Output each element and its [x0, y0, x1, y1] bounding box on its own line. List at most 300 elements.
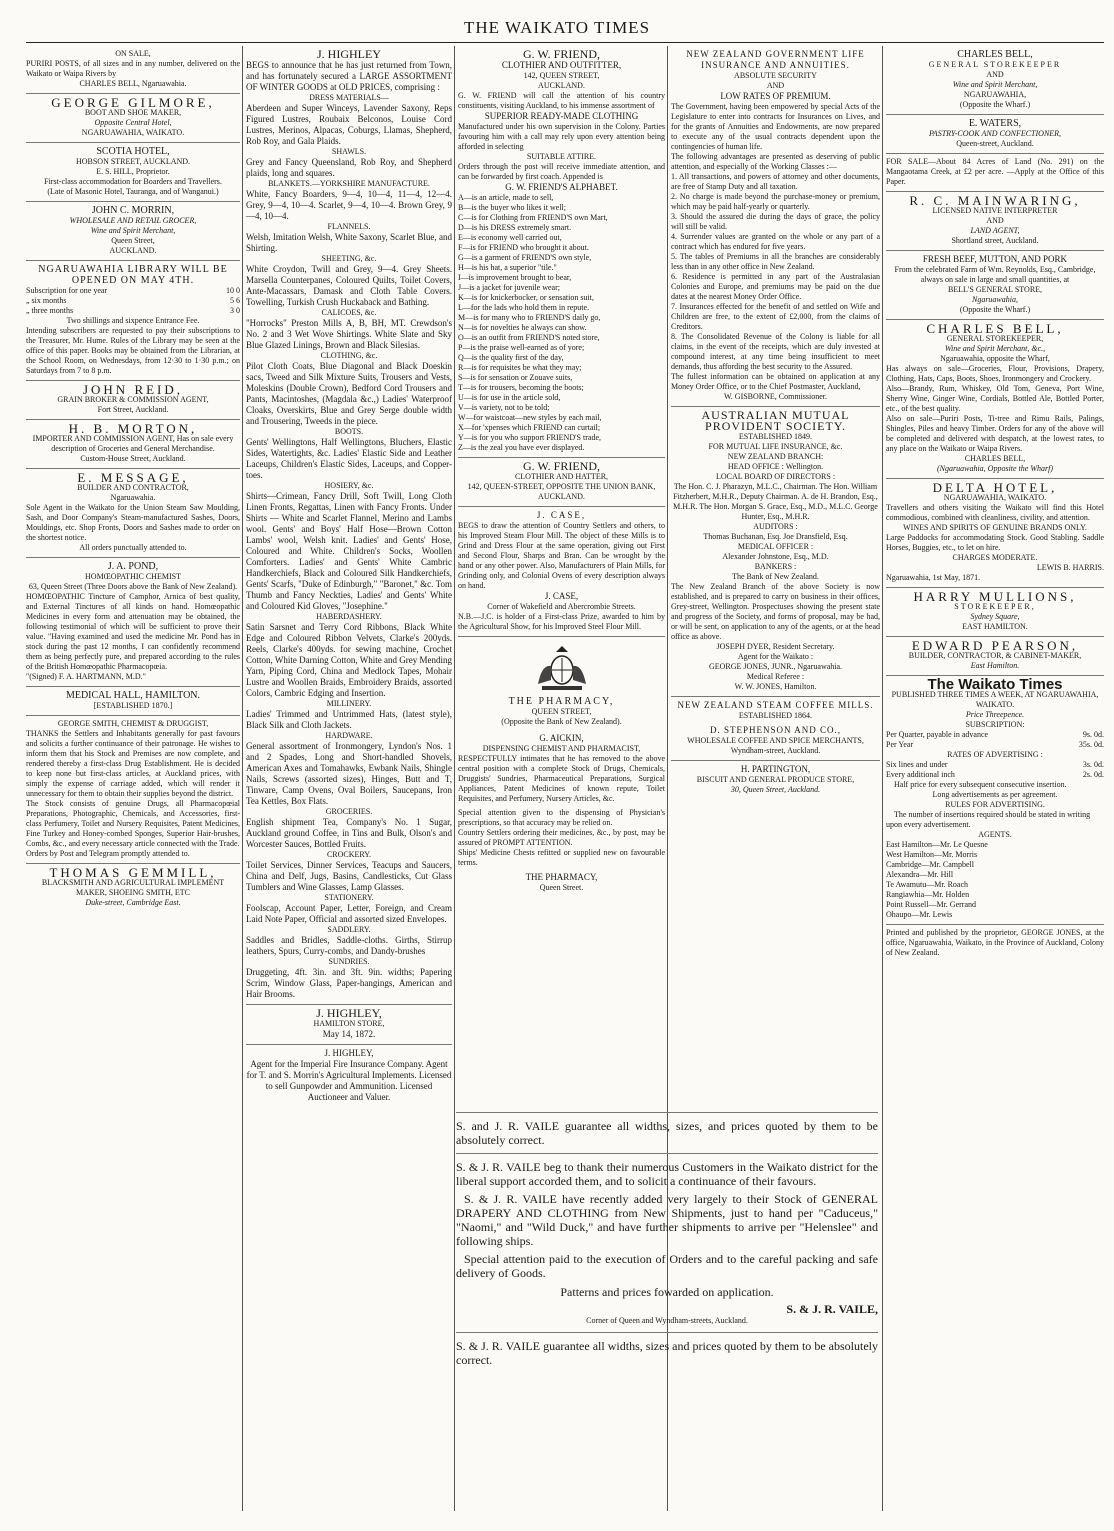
ad-title: JOHN C. MORRIN, — [91, 205, 175, 216]
ad-title: GEORGE SMITH, CHEMIST & DRUGGIST, — [57, 719, 209, 728]
ad-morrin — [26, 202, 240, 261]
ad-text: Manufactured under his own supervision in the Colony. Parties favouring him with a call may rely upon every attention being afforded in selecting — [458, 122, 665, 151]
ad-puriri — [26, 46, 240, 94]
agent-item: Te Awamutu—Mr. Roach — [886, 880, 969, 889]
ad-text: Alexander Johnstone, Esq., M.D. — [722, 552, 829, 561]
ad-text: SUPERIOR READY-MADE CLOTHING — [484, 111, 639, 121]
ad-text: S. & J. R. VAILE beg to thank their numerous Customers in the Waikato district for the liberal support accorded them, and to solicit a continuance of their favours. — [456, 1160, 878, 1188]
ad-text: IMPORTER AND COMMISSION AGENT, Has on sale every description of Groceries and General Merchandise. — [32, 434, 234, 453]
alphabet-line: S—is for sensation or Zouave suits, — [458, 373, 573, 382]
row-value: 5 6 — [230, 296, 240, 305]
ad-text: S. & J. R. VAILE guarantee all widths, sizes and prices quoted by them to be absolutely correct. — [456, 1339, 878, 1367]
ad-heading: LOCAL BOARD OF DIRECTORS : — [715, 472, 836, 481]
agent-item: Point Russell—Mr. Gerrand — [886, 900, 976, 909]
section-heading: DRESS MATERIALS— — [309, 93, 389, 102]
ad-town: NGARUAWAHIA, WAIKATO. — [81, 128, 185, 137]
ad-text: The following advantages are presented as deserving of public attention, and especially of the Working Classes :— — [671, 152, 880, 171]
ad-text: [ESTABLISHED 1870.] — [93, 701, 173, 710]
ad-address: HOBSON STREET, AUCKLAND. — [75, 157, 191, 166]
ad-library — [26, 261, 240, 381]
ad-text: ESTABLISHED 1864. — [738, 711, 813, 720]
section-heading: SHEETING, &c. — [321, 254, 377, 263]
list-item: 8. The Consolidated Revenue of the Colony is liable for all claims, in the event of the receipts, which are duly invested at compound interest, at any time being insufficient to meet demands, thus affording the best security to the Assured. — [671, 332, 880, 371]
list-item: 7. Insurances effected for the benefit of and settled on Wife and Children are free, to the extent of £2,000, from the claims of Creditors. — [671, 302, 880, 331]
section-text: Aberdeen and Super Winceys, Lavender Saxony, Reps Figured Lustres, Roubaix Belconos, Louise Cord Lustres, Merinos, Alpacas, Coburgs, Llamas, Shepherd, Rob Roy, and Gala Plaids. — [246, 103, 452, 146]
ad-address: 142, QUEEN STREET, — [523, 71, 600, 80]
section-heading: STATIONERY. — [324, 893, 374, 902]
ad-title: J. CASE, — [536, 510, 587, 520]
ad-text: All orders punctually attended to. — [79, 543, 187, 552]
ad-town: Ngaruawahia, opposite the Wharf, — [940, 354, 1050, 363]
list-item: 4. Surrender values are granted on the whole or any part of a contract which has endured for five years. — [671, 232, 880, 251]
ad-text: G. W. FRIEND will call the attention of his country constituents, visiting Auckland, to his immense assortment of — [458, 91, 665, 110]
row-label: Subscription for one year — [26, 286, 108, 295]
ad-mullions — [886, 588, 1104, 637]
ad-gemmill — [26, 864, 240, 912]
ad-address: Queen Street. — [539, 883, 584, 892]
masthead: THE WAIKATO TIMES — [463, 18, 651, 37]
ad-text: Patterns and prices fowarded on application. — [560, 1285, 774, 1299]
ad-title: FRESH BEEF, MUTTON, AND PORK — [922, 254, 1068, 264]
ad-title: CHARLES BELL, — [957, 49, 1033, 60]
ad-title: D. STEPHENSON AND CO., — [709, 725, 841, 735]
ad-signature: THE PHARMACY, — [525, 872, 598, 882]
ad-title: HARRY MULLIONS, — [913, 589, 1077, 604]
section-heading: GROCERIES. — [325, 807, 373, 816]
column-2 — [246, 46, 452, 1107]
subscription-row — [886, 730, 1104, 740]
ad-signature: J. CASE, — [544, 591, 579, 601]
section-text: Ladies' Trimmed and Untrimmed Hats, (latest style), Black Silk and Cloth Jackets. — [246, 709, 452, 730]
section-heading: BOOTS. — [334, 427, 364, 436]
section-heading: MILLINERY. — [326, 699, 372, 708]
ad-text: The Bank of New Zealand. — [732, 572, 819, 581]
ad-heading: RULES FOR ADVERTISING. — [945, 800, 1045, 809]
ad-text: Orders by Post and Telegram promptly attended to. — [26, 849, 190, 858]
ad-title: J. HIGHLEY, — [324, 1048, 374, 1058]
ad-title: E. MESSAGE, — [77, 470, 189, 485]
ad-title: NEW ZEALAND STEAM COFFEE MILLS. — [677, 700, 874, 710]
ad-text: Orders through the post will receive immediate attention, and can be forwarded by first coach. Appended is — [458, 162, 665, 181]
ad-title: JOHN REID, — [82, 382, 184, 397]
ad-title: THOMAS GEMMILL, — [49, 865, 217, 880]
section-heading: SHAWLS. — [331, 147, 367, 156]
agent-item: Cambridge—Mr. Campbell — [886, 860, 974, 869]
ad-vaile — [456, 1112, 878, 1373]
row-label: Every additional inch — [886, 770, 955, 779]
column-rule — [242, 46, 243, 1511]
ad-address: Corner of Queen and Wyndham-streets, Auckland. — [586, 1316, 748, 1325]
row-label: Per Year — [886, 740, 914, 749]
subscription-row — [886, 740, 1104, 750]
ad-text: Thomas Buchanan, Esq. Joe Dransfield, Esq. — [703, 532, 848, 541]
ad-title: GEORGE GILMORE, — [51, 95, 215, 110]
ad-heading: AUDITORS : — [753, 522, 798, 531]
ad-pearson — [886, 637, 1104, 676]
ad-trade: BUILDER, CONTRACTOR, & CABINET-MAKER, — [908, 651, 1082, 660]
ad-town: AUCKLAND. — [538, 81, 585, 90]
column-rule — [882, 46, 883, 1511]
ad-trade: GENERAL STOREKEEPER, — [946, 334, 1044, 343]
ad-text: FOR MUTUAL LIFE INSURANCE, &c. — [708, 442, 843, 451]
royal-arms-icon — [532, 644, 592, 692]
ad-town: Ngaruawahia, — [971, 295, 1018, 304]
ad-address: Queen Street, — [111, 236, 155, 245]
ad-text: Intending subscribers are requested to pay their subscriptions to the Treasurer, Mr. Hume. Rules of the Library may be seen at the office of this paper. Books may be obtained from the Librarian, at the School Room, on Wednesdays, from 12·30 to 1·30 p.m.; on Saturdays from 7 to 8 p.m. — [26, 326, 240, 375]
ad-title: H. PARTINGTON, — [740, 764, 811, 774]
ad-beef — [886, 251, 1104, 320]
library-rate-row — [26, 306, 240, 316]
row-value: 35s. 0d. — [1078, 740, 1104, 749]
ad-text: Half price for every subsequent consecutive insertion. — [894, 780, 1067, 789]
ad-text: The number of insertions required should be stated in writing upon every advertisement. — [886, 810, 1091, 829]
ad-text: (Late of Masonic Hotel, Tauranga, and of Wanganui.) — [47, 187, 219, 196]
library-rate-row — [26, 296, 240, 306]
section-heading: SADDLERY. — [327, 925, 371, 934]
ad-signature: "(Signed) F. A. HARTMANN, M.D." — [26, 672, 146, 681]
ad-title: G. W. FRIEND, — [522, 47, 600, 61]
section-heading: BLANKETS.—YORKSHIRE MANUFACTURE. — [268, 179, 430, 188]
ad-trade: BOOT AND SHOE MAKER, — [84, 108, 182, 117]
ad-heading: RATES OF ADVERTISING : — [947, 750, 1043, 759]
row-label: Per Quarter, payable in advance — [886, 730, 989, 739]
alphabet-line: M—is for many who to FRIEND'S daily go, — [458, 313, 601, 322]
alphabet-line: D—is his DRESS extremely smart. — [458, 223, 572, 232]
alphabet-line: B—is the buyer who likes it well; — [458, 203, 566, 212]
ad-title: NGARUAWAHIA LIBRARY WILL BE OPENED ON MAY 4TH. — [38, 264, 228, 286]
section-heading: SUNDRIES. — [328, 957, 370, 966]
alphabet-line: U—is for use in the article sold, — [458, 393, 561, 402]
ad-heading: BANKERS : — [754, 562, 797, 571]
section-heading: FLANNELS. — [327, 222, 371, 231]
ad-signature: J. HIGHLEY, — [316, 1006, 382, 1020]
ad-highley — [246, 46, 452, 1005]
section-text: Gents' Wellingtons, Half Wellingtons, Bluchers, Elastic Sides, Watertights, &c. Ladies' Elastic Side and Leather Laceups, Children's Elastic Sides, Laceups, and Copper-toes. — [246, 437, 452, 480]
section-text: Shirts—Crimean, Fancy Drill, Soft Twill, Long Cloth Linen Fronts, Regattas, Linen with Fancy Fronts. Under Shirts — White and Scarlet Flannel, Merino and Lambs wool. Gents' and Boys' Half Hose—Brown Cotton Lambs' wool, Welsh knit. Ladies' and Gents' Hose, Coloured and White. Children's Socks, Woollen Comforters. Ladies' and Gents' White Cambric Handkerchiefs, Black and Coloured Silk Handkerchiefs, Gents' Scarfs, "Duke of Edinburgh," "Baronet," &c. Tom Thumb and Fancy Neckties, Ladies' and Gents' White and Coloured Kid Gloves, "Josephine." — [246, 491, 452, 611]
ad-medical-hall — [26, 687, 240, 716]
alphabet-line: Z—is the zeal you have ever displayed. — [458, 443, 585, 452]
ad-text: Long advertisements as per agreement. — [932, 790, 1058, 799]
alphabet-line: J—is a jacket for juvenile wear; — [458, 283, 560, 292]
ad-text: HEAD OFFICE : Wellington. — [727, 462, 824, 471]
ad-heading: ABSOLUTE SECURITY — [734, 71, 817, 80]
ad-signature: CHARLES BELL, — [964, 454, 1026, 463]
section-heading: CALICOES, &c. — [321, 308, 377, 317]
ad-title: MEDICAL HALL, HAMILTON. — [65, 690, 201, 701]
section-heading: CLOTHING, &c. — [320, 351, 378, 360]
ad-heading: AND — [766, 81, 785, 90]
ad-title: E. WATERS, — [968, 118, 1022, 129]
ad-heading: MEDICAL OFFICER : — [737, 542, 814, 551]
alphabet-line: H—is his hat, a superior "tile." — [458, 263, 557, 272]
alphabet-line: P—is the praise well-earned as of yore; — [458, 343, 585, 352]
ad-coffee-mills — [671, 697, 880, 761]
list-item: 5. The tables of Premiums in all the branches are considerably less than in any other office in New Zealand. — [671, 252, 880, 271]
ad-friend — [458, 46, 665, 458]
ad-trade: STOREKEEPER, — [954, 602, 1036, 611]
alphabet-line: K—is for knickerbocker, or sensation suit, — [458, 293, 594, 302]
alphabet-line: W—for waistcoat—new styles by each mail, — [458, 413, 602, 422]
ad-signature: S. & J. R. VAILE, — [786, 1302, 878, 1316]
ad-text: Travellers and others visiting the Waikato will find this Hotel commodious, combined with cleanliness, civility, and attention. — [886, 503, 1104, 522]
alphabet-line: E—is economy well carried out, — [458, 233, 562, 242]
alphabet-line: T—is for trousers, becoming the boots; — [458, 383, 584, 392]
ad-address: Custom-House Street, Auckland. — [80, 454, 186, 463]
ad-trade: Wine and Spirit Merchant, &c., — [944, 344, 1046, 353]
alphabet-line: N—is for novelties he always can show. — [458, 323, 587, 332]
ad-date: Ngaruawahia, 1st May, 1871. — [886, 573, 981, 582]
ad-signature: LEWIS B. HARRIS. — [1036, 563, 1104, 572]
ad-title: J. A. POND, — [107, 561, 159, 572]
ad-address: Opposite Central Hotel, — [94, 118, 172, 127]
ad-smith — [26, 716, 240, 864]
agent-item: Rangiawhia—Mr. Holden — [886, 890, 970, 899]
alphabet-line: F—is for FRIEND who brought it about. — [458, 243, 589, 252]
ad-morton — [26, 420, 240, 469]
ad-text: The Stock consists of genuine Drugs, all Pharmacopœial Preparations, Photographic, Chemicals, and Accessories, first-class Perfumery, Toilet and Nursery Requisites, Patent Medicines, Fine Turkey and Honey-combed Sponges, Superior Hair-brushes, Combs, &c., and every necessary article connected with the Trade. — [26, 799, 240, 848]
ad-town: AUCKLAND. — [538, 492, 585, 501]
ad-heading: NEW ZEALAND BRANCH: — [727, 452, 824, 461]
ad-case — [458, 507, 665, 637]
ad-trade: LAND AGENT, — [970, 226, 1020, 235]
ad-address: (Opposite the Wharf.) — [959, 305, 1031, 314]
alphabet-line: L—for the lads who hold them in repute. — [458, 303, 590, 312]
ad-trade: BUILDER AND CONTRACTOR, — [77, 483, 189, 492]
ad-address: 30, Queen Street, Auckland. — [730, 785, 821, 794]
ad-address: Sydney Square, — [970, 612, 1020, 621]
ad-address: 142, QUEEN-STREET, OPPOSITE THE UNION BANK, — [467, 482, 656, 491]
section-text: Toilet Services, Dinner Services, Teacups and Saucers, China and Delf, Jugs, Basins, Candlesticks, Cut Glass Tumblers and Wine Glasses, Lamp Glasses. — [246, 860, 452, 892]
ad-scotia — [26, 143, 240, 202]
ad-address: QUEEN STREET, — [531, 707, 592, 716]
rate-row — [886, 770, 1104, 780]
ad-town: NGARUAWAHIA, WAIKATO. — [943, 493, 1047, 502]
ad-town: NGARUAWAHIA, — [963, 90, 1027, 99]
ad-trade: WHOLESALE AND RETAIL GROCER, — [69, 216, 197, 225]
ad-address: 63, Queen Street (Three Doors above the Bank of New Zealand). — [28, 582, 238, 591]
ad-text: Two shillings and sixpence Entrance Fee. — [66, 316, 200, 325]
agent-item: Alexandra—Mr. Hill — [886, 870, 954, 879]
agent-item: Ohaupo—Mr. Lewis — [886, 910, 953, 919]
ad-title: CHARLES BELL, — [926, 321, 1064, 336]
ad-text: First-class accommodation for Boarders and Travellers. — [44, 177, 222, 186]
ad-text: The Government, having been empowered by special Acts of the Legislature to enter into contracts for Insurances on Lives, and for the grants of Annuities and Endowments, are now prepared to execute any of the usual contracts dependent upon the contingencies of human life. — [671, 102, 880, 151]
ad-date: May 14, 1872. — [322, 1029, 376, 1039]
ad-text: Large Paddocks for accommodating Stock. Good Stabling. Saddle Horses, Buggies, etc., to let on hire. — [886, 533, 1104, 552]
ad-title: J. HIGHLEY — [317, 47, 381, 61]
ad-trade: GRAIN BROKER & COMMISSION AGENT, — [57, 395, 209, 404]
ad-trade: Wine and Spirit Merchant, — [90, 226, 176, 235]
ad-town: AUCKLAND. — [109, 246, 157, 255]
ad-heading: ON SALE, — [115, 49, 151, 58]
column-3 — [458, 46, 665, 897]
section-text: Saddles and Bridles, Saddle-cloths. Girths, Stirrup leathers, Spurs, Curry-combs, and Dandy-brushes — [246, 935, 452, 956]
ad-trade: BISCUIT AND GENERAL PRODUCE STORE, — [696, 775, 855, 784]
ad-town: Ngaruawahia. — [110, 493, 156, 502]
alphabet-line: X—for 'xpenses which FRIEND can curtail; — [458, 423, 601, 432]
alphabet-line: V—is variety, not to be told; — [458, 403, 550, 412]
ad-for-sale — [886, 154, 1104, 192]
ad-text: Sole Agent in the Waikato for the Union Steam Saw Moulding, Sash, and Door Company's Steam-manufactured Sashes, Doors, Mouldings, etc. Shop Fronts, Doors and Sashes made to order on the shortest notice. — [26, 503, 240, 542]
ad-title: NEW ZEALAND GOVERNMENT LIFE INSURANCE AND ANNUITIES. — [686, 49, 865, 70]
agents-list — [886, 840, 1104, 920]
ad-nz-insurance — [671, 46, 880, 407]
list-item: 2. No charge is made beyond the purchase-money or premium, which may be paid half-yearly or quarterly. — [671, 192, 880, 211]
ad-text: GEORGE JONES, JUNR., Ngaruawahia. — [708, 662, 843, 671]
ad-trade: GENERAL STOREKEEPER — [928, 60, 1062, 69]
ad-title: G. AICKIN, — [539, 733, 584, 743]
ad-title: G. W. FRIEND, — [522, 459, 600, 473]
ad-title: EDWARD PEARSON, — [911, 638, 1079, 653]
ad-text: The fullest information can be obtained on application at any Money Order Office, or to the Chief Postmaster, Auckland, — [671, 372, 880, 391]
insurance-list — [671, 172, 880, 372]
ad-signature: JOSEPH DYER, Resident Secretary. — [716, 642, 835, 651]
column-5 — [886, 46, 1104, 962]
ad-trade: CLOTHIER AND OUTFITTER, — [501, 60, 622, 70]
ad-text: BEGS to announce that he has just returned from Town, and has fortunately secured a LARGE ASSORTMENT OF WINTER GOODS at OLD PRICES, comprising : — [246, 60, 452, 92]
column-4 — [671, 46, 880, 799]
imprint — [886, 925, 1104, 962]
ad-title: AUSTRALIAN MUTUAL PROVIDENT SOCIETY. — [701, 408, 850, 433]
ad-text: RESPECTFULLY intimates that he has removed to the above central position with a complete Stock of Drugs, Chemicals, Druggists' Sundries, Pharmaceutical Preparations, Surgical Appliances, Patent Medicines of known repute, Toilet Requisites, and Perfumery, Nursery Articles, &c. — [458, 754, 665, 803]
ad-text: W. W. JONES, Hamilton. — [734, 682, 817, 691]
alphabet-line: G—is a garment of FRIEND'S own style, — [458, 253, 592, 262]
row-value: 3 0 — [230, 306, 240, 315]
ad-pond — [26, 558, 240, 687]
row-value: 2s. 0d. — [1082, 770, 1104, 779]
ad-text: SUITABLE ATTIRE. — [526, 152, 597, 161]
ad-waters — [886, 115, 1104, 154]
row-value: 10 0 — [226, 286, 240, 295]
ad-text: Agent for the Imperial Fire Insurance Company. Agent for T. and S. Morrin's Agricultural Implements. Licensed to sell Gunpowder and Ammunition. Licensed Auctioneer and Valuer. — [246, 1059, 452, 1102]
ad-amp — [671, 407, 880, 697]
ad-text: FOR SALE—About 84 Acres of Land (No. 291) on the Mangaotama Creek, at £2 per acre. —Apply at the Office of this Paper. — [886, 157, 1104, 186]
ad-heading: AGENTS. — [978, 830, 1012, 839]
ad-text: N.B.—J.C. is holder of a First-class Prize, awarded to him by the Agricultural Show, for his Improved Steel Flour Mill. — [458, 612, 665, 631]
row-label: Six lines and under — [886, 760, 948, 769]
ad-text: BEGS to draw the attention of Country Settlers and others, to his Improved Steam Flour Mill. The object of these Mills is to Grind and Dress Flour at the same operation, giving out First and Second Flour, Sharps and Bran. Can be wrought by the hand or any other power. Also, Manufacturers of Plain Mills, for Grinding only, and Colonial Ovens of every description always on hand. — [458, 521, 665, 590]
ad-address: Shortland street, Auckland. — [951, 236, 1039, 245]
ad-text: THANKS the Settlers and Inhabitants generally for past favours and solicits a further continuance of their patronage. He wishes to inform them that his Stock and Premises are now complete, and rendered thereby a first-class Drug Establishment. He is decided to keep none but first-class articles, at Auckland prices, with simply the expense of carriage added, which will render it unnecessary for them to obtain their supplies beyond the district. — [26, 729, 240, 798]
section-text: White, Fancy Boarders, 9—4, 10—4, 11—4, 12—4. Grey, 9—4, 10—4. Scarlet, 9—4, 10—4. Brown Grey, 9—4, 10—4. — [246, 189, 452, 221]
list-item: 6. Residence is permitted in any part of the Australasian Colonies and Europe, and premiums may be paid on the due dates at the nearest Money Order Office. — [671, 272, 880, 301]
section-text: Satin Sarsnet and Terry Cord Ribbons, Black White Edge and Coloured Ribbon Velvets, Clarke's 200yds. Reels, Clarke's 400yds. for sewing machine, Crochet Cotton, White Darning Cotton, White and Grey Mending Yarn, Piping Cord, China and Medlock Tapes, Mohair Lustre and Woollen Braids, Embroidery Braids, assorted Colors, Cambric Edging and Insertion. — [246, 622, 452, 698]
ad-trade: HOMŒOPATHIC CHEMIST — [85, 572, 181, 581]
ad-bell-2 — [886, 320, 1104, 479]
ad-text: The New Zealand Branch of the above Society is now established, and is prepared to carry on business in their offices, Grey-street, Wellington. Prospectuses showing the present state and progress of the Society, and forms of proposal, may be had, or will be sent, on application to any of the agents, or at the head office as above. — [671, 582, 880, 641]
library-rates — [26, 286, 240, 316]
ad-text: WINES AND SPIRITS OF GENUINE BRANDS ONLY. — [903, 523, 1087, 532]
ad-trade: BLACKSMITH AND AGRICULTURAL IMPLEMENT MAKER, SHOEING SMITH, ETC — [41, 878, 225, 897]
ad-partington — [671, 761, 880, 799]
advertising-rates — [886, 760, 1104, 780]
ad-title: SCOTIA HOTEL, — [96, 146, 170, 157]
ad-text: Special attention given to the dispensing of Physician's prescriptions, so that accuracy may be relied on. — [458, 808, 665, 827]
ad-trade: PASTRY-COOK AND CONFECTIONER, — [928, 129, 1062, 138]
ad-address: Queen-street, Auckland. — [956, 139, 1034, 148]
ad-text: Ships' Medicine Chests refitted or supplied new on favourable terms. — [458, 848, 665, 867]
ad-title: H. B. MORTON, — [68, 421, 198, 436]
ad-gilmore — [26, 94, 240, 143]
ad-address: (Ngaruawahia, Opposite the Wharf) — [937, 464, 1053, 473]
ad-title: The Waikato Times — [927, 676, 1063, 693]
ad-text: CHARGES MODERATE. — [952, 553, 1038, 562]
ad-bell — [886, 46, 1104, 115]
section-text: Grey and Fancy Queensland, Rob Roy, and Shepherd plaids, long and squares. — [246, 157, 452, 178]
ad-text: S. and J. R. VAILE guarantee all widths, sizes, and prices quoted by them to be absolutely correct. — [456, 1119, 878, 1147]
ad-text: The Hon. C. J. Pharazyn, M.L.C., Chairman. The Hon. William Fitzherbert, M.H.R., Deputy Chairman. A. de H. Brandon, Esq., M.H.R. The Hon. Morgan S. Grace, Esq., M.D., M.L.C. George Hunter, Esq., M.H.R. — [673, 482, 878, 521]
section-text: Foolscap, Account Paper, Letter, Foreign, and Cream Laid Note Paper, Official and assorted sized Envelopes. — [246, 903, 452, 924]
ad-text: Has always on sale—Groceries, Flour, Provisions, Drapery, Clothing, Hats, Caps, Boots, Shoes, Ironmongery and Crockery. — [886, 364, 1104, 383]
section-heading: HOSIERY, &c. — [324, 481, 374, 490]
ad-highley-sig — [246, 1005, 452, 1045]
ad-address: (Opposite the Bank of New Zealand). — [501, 717, 622, 726]
section-text: "Horrocks" Preston Mills A, B, BH, MT. Crewdson's No. 2 and 3 Wet Wove Shirtings. White Slate and Sky Blue Glazed Linings, Brown and Black Silesias. — [246, 318, 452, 350]
alphabet-line: Q—is the quality first of the day, — [458, 353, 564, 362]
alphabet-line: O—is an outfit from FRIEND'S noted store, — [458, 333, 600, 342]
ad-trade: CLOTHIER AND HATTER, — [514, 472, 609, 481]
ad-heading: G. W. FRIEND'S ALPHABET. — [505, 182, 618, 192]
ad-text: HOMŒOPATHIC Tincture of Camphor, Arnica of best quality, and External Tinctures of all kinds on hand. Homœopathic Medicines in every form and attenuation may be obtained, the following testimonial of which will be sufficient to prove their value. "Having examined and used the medicine Mr. Pond has in stock during the past 12 months, I can confidently recommend them as being perfectly pure, and prepared according to the rules of the British Homœopathic Pharmacopœia. — [26, 592, 240, 671]
section-text: Welsh, Imitation Welsh, White Saxony, Scarlet Blue, and Shirting. — [246, 232, 452, 253]
waikato-times-info — [886, 676, 1104, 925]
ad-text: Special attention paid to the execution of Orders and to the careful packing and safe delivery of Goods. — [456, 1252, 878, 1280]
alphabet-line: I—is improvement brought to bear, — [458, 273, 572, 282]
subscription-rates — [886, 730, 1104, 750]
alphabet-line: Y—is for you who support FRIEND'S trade, — [458, 433, 601, 442]
ad-highley-agent — [246, 1045, 452, 1107]
section-text: Pilot Cloth Coats, Blue Diagonal and Black Doeskin sacs, Tweed and Silk Mixture Suits, Trousers and Vests, Moleskins (Double Crown), Bedford Cord Trousers and Pants, Macintoshes, (Magdala &c.,) Ladies' Waterproof Cloaks, Overskirts, Blue and Grey Serge double width and Trousering, Tweeds in the piece. — [246, 361, 452, 426]
ad-trade: DISPENSING CHEMIST AND PHARMACIST, — [482, 744, 641, 753]
column-1 — [26, 46, 240, 912]
column-rule — [454, 46, 455, 1511]
row-value: 3s. 0d. — [1082, 760, 1104, 769]
ad-text: PURIRI POSTS, of all sizes and in any number, delivered on the Waikato or Waipa Rivers by — [26, 59, 240, 78]
ad-address: (Opposite the Wharf.) — [959, 100, 1031, 109]
agent-item: East Hamilton—Mr. Le Quesne — [886, 840, 988, 849]
section-heading: HARDWARE. — [325, 731, 373, 740]
ad-title: THE PHARMACY, — [508, 696, 615, 707]
ad-signature: CHARLES BELL, Ngaruawahia. — [79, 79, 187, 88]
ad-heading: LOW RATES OF PREMIUM. — [720, 91, 831, 101]
ad-heading: SUBSCRIPTION: — [965, 720, 1025, 729]
ad-friend-2 — [458, 458, 665, 507]
agent-item: West Hamilton—Mr. Morris — [886, 850, 978, 859]
ad-message — [26, 469, 240, 558]
ad-mainwaring — [886, 192, 1104, 251]
list-item: 3. Should the assured die during the days of grace, the policy will still be valid. — [671, 212, 880, 231]
ad-text: Also on sale—Puriri Posts, Ti-tree and Rimu Rails, Palings, Shingles, Piles and heavy Timber. Orders for any of the above will be completed and delivered with despatch, at the lowest rates, to any place on the Waikato or Waipa Rivers. — [886, 414, 1104, 453]
ad-trade: WHOLESALE COFFEE AND SPICE MERCHANTS, — [687, 736, 864, 745]
ad-text: Printed and published by the proprietor, GEORGE JONES, at the office, Ngaruawahia, Waikato, in the Province of Auckland, Colony of New Zealand. — [886, 928, 1104, 957]
ad-town: East Hamilton. — [970, 661, 1020, 670]
section-text: White Croydon, Twill and Grey, 9—4. Grey Sheets. Marsella Counterpanes, Coloured Quilts, Toilet Covers, Ante-Macassars, Damask and Cloth Table Covers. Towelling, Turkish Crush Huckaback and Bathing. — [246, 264, 452, 307]
section-text: General assortment of Ironmongery, Lyndon's Nos. 1 and 2 Spades, Long and Short-handled Shovels, American Axes and Tomahawks, Ewbank Nails, Shingle Nails, Screws (assorted sizes), Hinges, Butt and T, Tinware, Camp Ovens, Oval Boilers, Saucepans, Iron Tea Kettles, Box Flats. — [246, 741, 452, 806]
alphabet-list — [458, 193, 665, 453]
ad-address: Fort Street, Auckland. — [97, 405, 169, 414]
ad-title: R. C. MAINWARING, — [909, 193, 1081, 208]
library-rate-row — [26, 286, 240, 296]
section-heading: CROCKERY. — [326, 850, 372, 859]
section-text: English shipment Tea, Company's No. 1 Sugar, Auckland ground Coffee, in Tins and Bulk, Olson's and Worcester Sauces, Bottled Fruits. — [246, 817, 452, 849]
rate-row — [886, 760, 1104, 770]
ad-text: Price Threepence. — [965, 710, 1025, 719]
highley-sections — [246, 93, 452, 1000]
ad-text: ESTABLISHED 1849. — [738, 432, 813, 441]
ad-address: Corner of Wakefield and Abercrombie Streets. — [487, 602, 636, 611]
ad-trade: LICENSED NATIVE INTERPRETER — [932, 206, 1058, 215]
ad-address: Duke-street, Cambridge East. — [85, 898, 181, 907]
